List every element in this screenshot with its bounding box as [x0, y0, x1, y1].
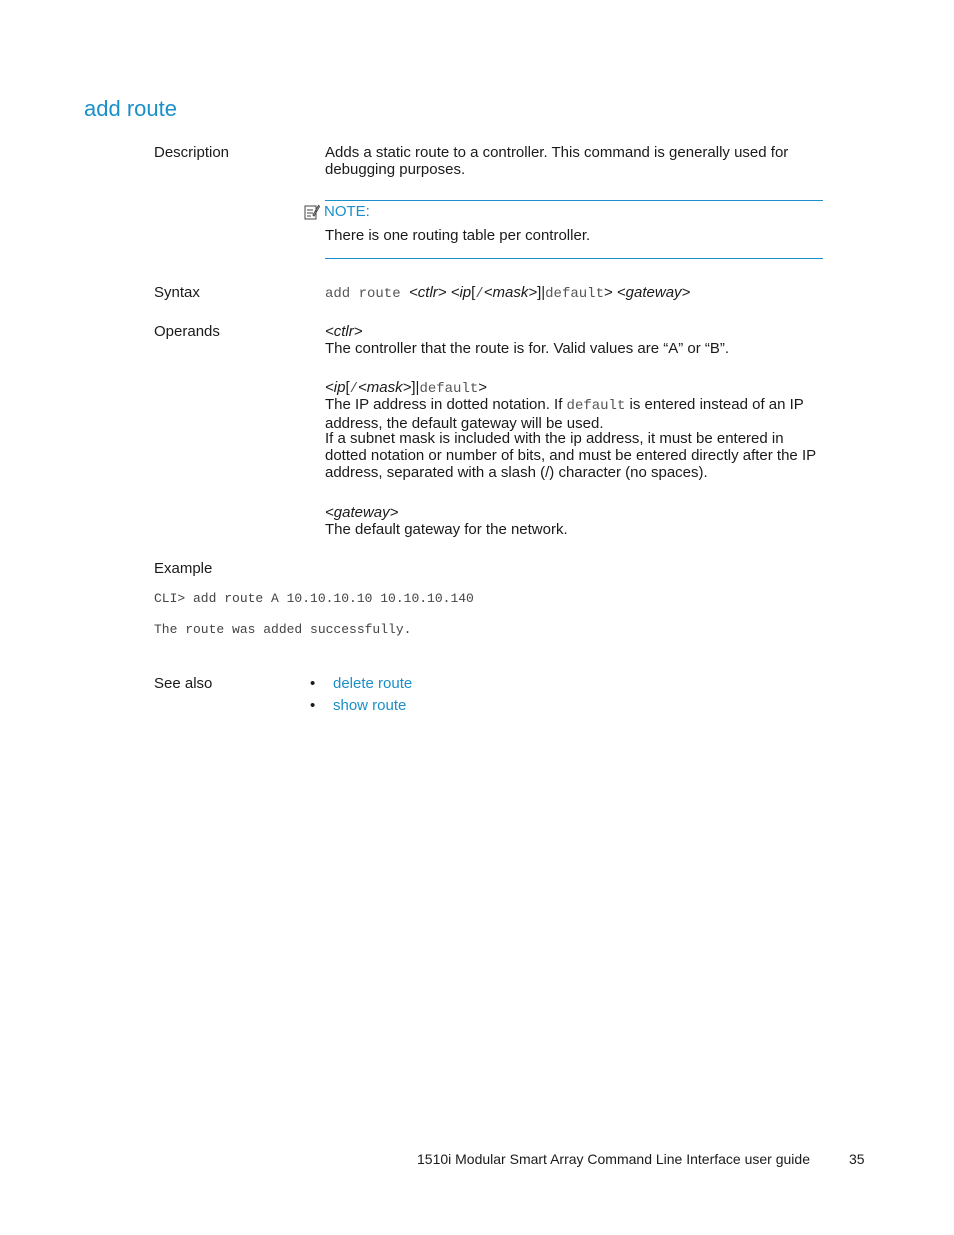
operand-ip-term-default: default [419, 381, 479, 397]
operand-ip-term-ip: <ip [325, 379, 346, 396]
operand-ip-desc-1a: The IP address in dotted notation. If [325, 396, 567, 413]
note-heading [304, 203, 370, 220]
page-number: 35 [849, 1151, 865, 1167]
operand-ctlr-desc: The controller that the route is for. Valid values are “A” or “B”. [325, 340, 730, 357]
description-label: Description [154, 144, 230, 161]
syntax-label: Syntax [154, 284, 200, 301]
syntax-ip: <ip [446, 284, 472, 301]
operand-ip-term-pipe: ]| [411, 379, 420, 396]
note-text: There is one routing table per controller. [325, 227, 591, 244]
operand-ip-desc-default: default [566, 398, 626, 414]
syntax-line [325, 284, 825, 303]
operand-gateway-term [325, 504, 825, 521]
operand-ip-term-gt: > [478, 379, 488, 396]
operand-ip-desc-1 [325, 396, 825, 432]
note-pencil-icon [304, 204, 320, 220]
operand-ip-term-bracket: [ [345, 379, 350, 396]
operand-ctlr-term [325, 323, 825, 340]
syntax-mask: <mask> [483, 284, 538, 301]
operand-gateway-term-text: <gateway> [325, 504, 399, 521]
syntax-bracket: [ [471, 284, 476, 301]
note-bottom-rule [325, 258, 823, 259]
example-command: CLI> add route A 10.10.10.10 10.10.10.140 [154, 591, 474, 606]
example-output: The route was added successfully. [154, 622, 412, 637]
bullet: • [310, 697, 316, 714]
syntax-pipe: ]| [537, 284, 546, 301]
operand-ctlr-term-text: <ctlr> [325, 323, 363, 340]
operands-label: Operands [154, 323, 220, 340]
syntax-ctlr: <ctlr> [409, 284, 447, 301]
operand-ip-desc-1b: is entered instead of an IP address, the default gateway will be used. [325, 396, 804, 432]
page-title: add route [84, 96, 177, 121]
syntax-slash: / [475, 286, 484, 302]
example-label: Example [154, 560, 213, 577]
see-also-label: See also [154, 675, 213, 692]
see-also-item [310, 697, 406, 714]
operand-ip-term-mask: <mask> [358, 379, 412, 396]
description-text: Adds a static route to a controller. This command is generally used for debugging purposes. [325, 144, 789, 178]
operand-ip-term-slash: / [349, 381, 359, 397]
syntax-gateway: <gateway> [612, 284, 691, 301]
note-heading-text: NOTE: [324, 203, 370, 220]
operand-gateway-desc: The default gateway for the network. [325, 521, 568, 538]
link-show-route[interactable]: show route [333, 697, 407, 714]
bullet: • [310, 675, 316, 692]
link-delete-route[interactable]: delete route [333, 675, 413, 692]
note-top-rule [325, 200, 823, 201]
see-also-item [310, 675, 412, 692]
footer-guide-title: 1510i Modular Smart Array Command Line Interface user guide [417, 1151, 810, 1167]
operand-ip-desc-2: If a subnet mask is included with the ip address, it must be entered in dotted notation or number of bits, and must be entered directly after the IP address, separated with a slash (/) character (no spaces). [325, 430, 816, 481]
syntax-gt: > [603, 284, 613, 301]
syntax-command: add route [325, 286, 410, 302]
syntax-default: default [545, 286, 604, 302]
